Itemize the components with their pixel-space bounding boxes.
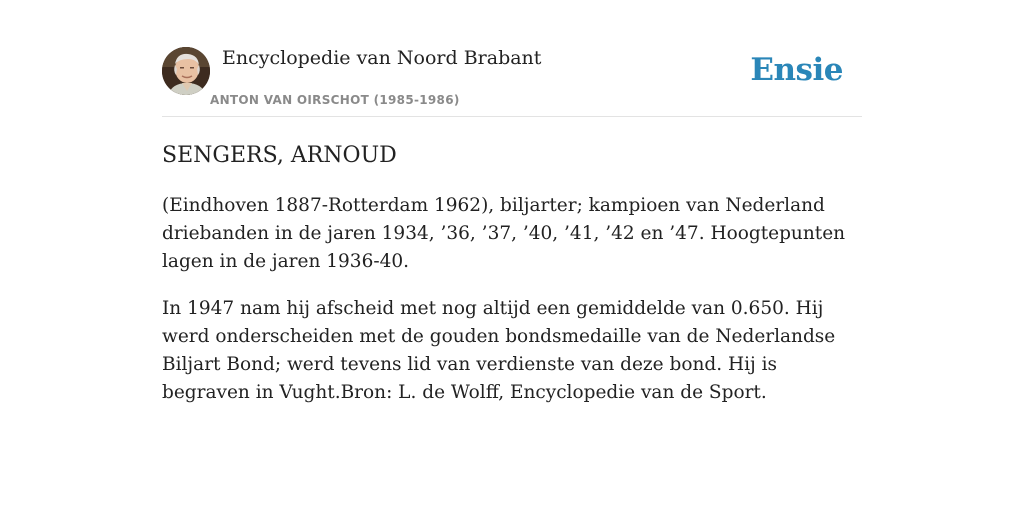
entry-paragraph-2: In 1947 nam hij afscheid met nog altijd een gemiddelde van 0.650. Hij werd onderscheiden met de gouden bondsmedaille van de Nederlandse Biljart Bond; werd tevens lid van verdienste van deze bond. Hij is begraven in Vught.Bron: L. de Wolff, Encyclopedie van de Sport. [162, 298, 836, 403]
page [162, 0, 862, 407]
author-portrait-icon [162, 47, 210, 95]
encyclopedia-title[interactable]: Encyclopedie van Noord Brabant [222, 47, 542, 69]
entry-title: SENGERS, ARNOUD [162, 143, 397, 168]
author-avatar[interactable] [162, 47, 210, 95]
ensie-logo[interactable]: Ensie [750, 52, 843, 88]
entry-header [162, 46, 862, 117]
entry-paragraph-1: (Eindhoven 1887-Rotterdam 1962), biljarter; kampioen van Nederland driebanden in de jaren 1934, ’36, ’37, ’40, ’41, ’42 en ’47. Hoogtepunten lagen in de jaren 1936-40. [162, 195, 846, 272]
author-name[interactable]: ANTON VAN OIRSCHOT (1985-1986) [210, 93, 460, 107]
